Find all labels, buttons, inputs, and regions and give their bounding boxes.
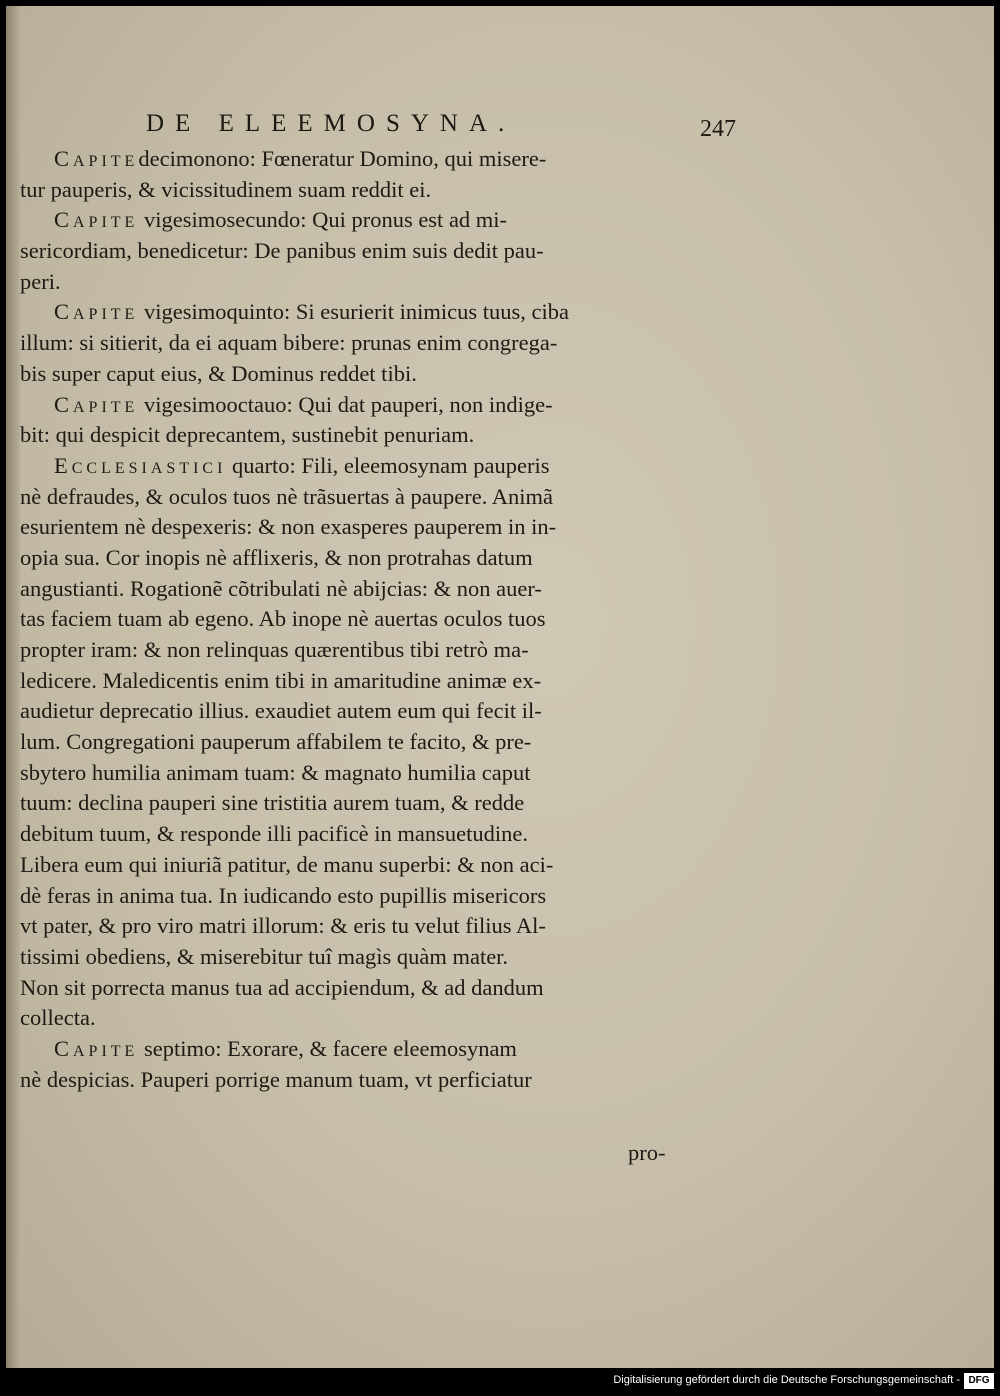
running-head-title: DE ELEEMOSYNA. (146, 110, 516, 137)
paragraph-lead: Capite (54, 207, 139, 233)
text-line (20, 973, 690, 1004)
line-text: vigesimooctauo: Qui dat pauperi, non indige- (138, 391, 553, 417)
line-text: vt pater, & pro viro matri illorum: & eris tu velut filius Al- (20, 913, 546, 939)
text-line (20, 512, 690, 543)
paragraph-lead: Capite (54, 299, 139, 325)
text-line (20, 144, 690, 175)
text-line (20, 666, 690, 697)
paragraph-lead: Capite (54, 391, 139, 417)
text-line (20, 1065, 690, 1096)
page-gutter (6, 6, 20, 1368)
folio-number: 247 (700, 116, 736, 142)
paragraph (20, 1034, 690, 1095)
text-line (20, 543, 690, 574)
line-text: sericordiam, benedicetur: De panibus enim suis dedit pau- (20, 238, 544, 264)
text-line (20, 236, 690, 267)
line-text: propter iram: & non relinquas quærentibus tibi retrò ma- (20, 637, 529, 662)
footer-bar (0, 1368, 1000, 1396)
line-text: debitum tuum, & responde illi pacificè in mansuetudine. (20, 821, 529, 847)
text-line (20, 788, 690, 819)
text-line (20, 819, 690, 850)
text-line (20, 1003, 690, 1034)
paragraph (20, 144, 690, 205)
line-text: lum. Congregationi pauperum affabilem te facito, & pre- (20, 729, 532, 755)
line-text: opia sua. Cor inopis nè afflixeris, & non protrahas datum (20, 544, 533, 570)
book-page (6, 6, 994, 1368)
line-text: illum: si sitierit, da ei aquam bibere: prunas enim congrega- (20, 330, 558, 356)
line-text: tas faciem tuam ab egeno. Ab inope nè auertas oculos tuos (20, 606, 546, 632)
line-text: Non sit porrecta manus tua ad accipiendum, & ad dandum (20, 974, 544, 1000)
text-line (20, 297, 690, 328)
line-text: vigesimosecundo: Qui pronus est ad mi- (138, 207, 508, 233)
line-text: vigesimoquinto: Si esurierit inimicus tuus, ciba (138, 299, 569, 325)
line-text: nè despicias. Pauperi porrige manum tuam, vt perficiatur (20, 1066, 532, 1092)
line-text: esurientem nè despexeris: & non exasperes pauperem in in- (20, 514, 557, 540)
text-line (20, 850, 690, 881)
line-text: angustianti. Rogationẽ cõtribulati nè abijcias: & non auer- (20, 575, 542, 601)
line-text: septimo: Exorare, & facere eleemosynam (138, 1035, 517, 1061)
paragraph (20, 205, 690, 297)
text-line (20, 205, 690, 236)
text-line (20, 328, 690, 359)
text-line (20, 1034, 690, 1065)
text-line (20, 727, 690, 758)
line-text: nè defraudes, & oculos tuos nè trãsuertas à paupere. Animã (20, 483, 553, 509)
paragraph (20, 297, 690, 389)
line-text: quarto: Fili, eleemosynam pauperis (226, 452, 550, 478)
line-text: audietur deprecatio illius. exaudiet autem eum qui fecit il- (20, 698, 542, 724)
text-line (20, 451, 690, 482)
paragraph (20, 390, 690, 451)
text-line (20, 359, 690, 390)
catchword: pro- (628, 1140, 666, 1165)
text-line (20, 390, 690, 421)
line-text: peri. (20, 268, 61, 294)
line-text: tur pauperis, & vicissitudinem suam reddit ei. (20, 176, 432, 202)
line-text: bit: qui despicit deprecantem, sustinebit penuriam. (20, 422, 475, 448)
line-text: decimonono: Fœneratur Domino, qui misere- (138, 146, 547, 171)
paragraph-lead: Capite (54, 146, 139, 171)
dfg-logo: DFG (964, 1373, 994, 1389)
text-line (20, 604, 690, 635)
text-line (20, 635, 690, 666)
footer-credit: Digitalisierung gefördert durch die Deutsche Forschungsgemeinschaft - (613, 1374, 960, 1386)
line-text: sbytero humilia animam tuam: & magnato humilia caput (20, 759, 531, 785)
line-text: tissimi obediens, & miserebitur tuî magìs quàm mater. (20, 943, 509, 969)
line-text: tuum: declina pauperi sine tristitia aurem tuam, & redde (20, 790, 525, 816)
text-line (20, 574, 690, 605)
text-line (20, 696, 690, 727)
line-text: dè feras in anima tua. In iudicando esto pupillis misericors (20, 882, 547, 908)
paragraph-lead: Capite (54, 1035, 139, 1061)
text-block (20, 144, 690, 1095)
paragraph-lead: Ecclesiastici (54, 452, 227, 478)
text-line (20, 881, 690, 912)
text-line (20, 482, 690, 513)
text-line (20, 175, 690, 206)
line-text: bis super caput eius, & Dominus reddet tibi. (20, 360, 417, 386)
text-line (20, 758, 690, 789)
paragraph (20, 451, 690, 1034)
text-line (20, 942, 690, 973)
line-text: Libera eum qui iniuriã patitur, de manu superbi: & non aci- (20, 851, 554, 877)
text-line (20, 267, 690, 298)
line-text: collecta. (20, 1005, 96, 1031)
line-text: ledicere. Maledicentis enim tibi in amaritudine animæ ex- (20, 667, 542, 693)
text-line (20, 911, 690, 942)
text-line (20, 420, 690, 451)
